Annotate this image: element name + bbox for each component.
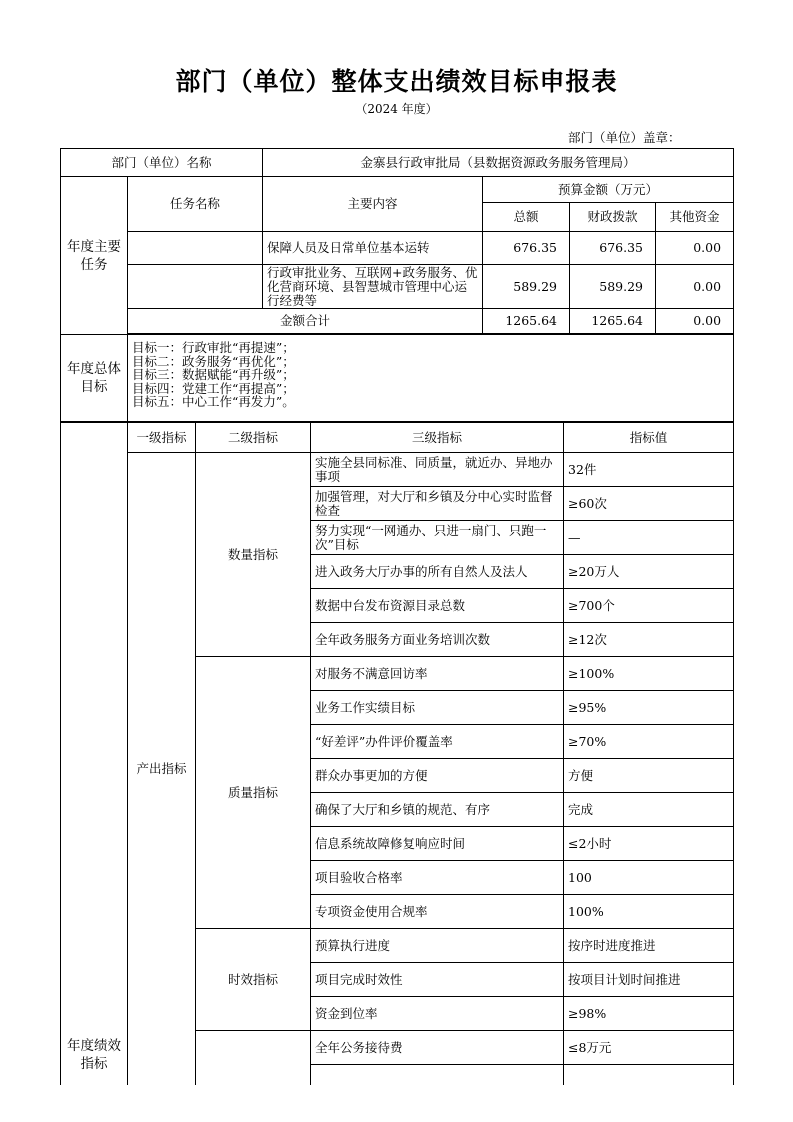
l2-timeliness-label: 时效指标 <box>196 929 311 1031</box>
task-name-header: 任务名称 <box>128 177 263 232</box>
l3-name: 努力实现“一网通办、只进一扇门、只跑一次”目标 <box>311 521 564 555</box>
seal-label: 部门（单位）盖章： <box>568 130 681 145</box>
dept-row <box>61 149 734 177</box>
goals-row <box>61 335 734 422</box>
l3-value: ≥20万人 <box>564 555 734 589</box>
l2-header: 二级指标 <box>196 423 311 453</box>
goal-item: 目标五：中心工作“再发力”。 <box>132 394 295 410</box>
l2-cost-label <box>196 1031 311 1085</box>
l3-value: 完成 <box>564 793 734 827</box>
l3-name: 对服务不满意回访率 <box>311 657 564 691</box>
l3-name: 预算执行进度 <box>311 929 564 963</box>
task-other: 0.00 <box>656 265 734 309</box>
task-row <box>61 265 734 309</box>
task-total: 589.29 <box>483 265 570 309</box>
tasks-section-label: 年度主要任务 <box>61 177 128 335</box>
task-other: 0.00 <box>656 232 734 265</box>
goal-item: 目标三：数据赋能“再升级”； <box>132 367 295 383</box>
task-header-row <box>61 177 734 203</box>
l3-value: 按项目计划时间推进 <box>564 963 734 997</box>
l1-output-label: 产出指标 <box>128 453 196 1085</box>
sum-total: 1265.64 <box>483 309 570 334</box>
task-content-header: 主要内容 <box>263 177 483 232</box>
indicators-section-label: 年度绩效指标 <box>61 423 128 1085</box>
l3-name: 群众办事更加的方便 <box>311 759 564 793</box>
l3-name: 全年公务接待费 <box>311 1031 564 1065</box>
indicator-header-row <box>61 423 734 453</box>
l3-name: 进入政务大厅办事的所有自然人及法人 <box>311 555 564 589</box>
l3-name: 实施全县同标准、同质量，就近办、异地办事项 <box>311 453 564 487</box>
l3-name: 业务工作实绩目标 <box>311 691 564 725</box>
l2-quality-label: 质量指标 <box>196 657 311 929</box>
l3-value: 按序时进度推进 <box>564 929 734 963</box>
task-name <box>128 232 263 265</box>
other-header: 其他资金 <box>656 203 734 232</box>
task-content: 行政审批业务、互联网+政务服务、优化营商环境、县智慧城市管理中心运行经费等 <box>263 265 483 309</box>
l2-quantity-label: 数量指标 <box>196 453 311 657</box>
l3-value: 100 <box>564 861 734 895</box>
fiscal-header: 财政拨款 <box>570 203 656 232</box>
dept-label: 部门（单位）名称 <box>61 149 263 177</box>
l3-name: 信息系统故障修复响应时间 <box>311 827 564 861</box>
sum-row <box>61 309 734 334</box>
budget-table <box>60 148 734 422</box>
l3-value: ≥100% <box>564 657 734 691</box>
l3-value: ≥70% <box>564 725 734 759</box>
l3-name: 全年政务服务方面业务培训次数 <box>311 623 564 657</box>
form-year: （2024 年度） <box>355 102 438 116</box>
l3-value: ≤2小时 <box>564 827 734 861</box>
value-header: 指标值 <box>564 423 734 453</box>
l3-name: 项目完成时效性 <box>311 963 564 997</box>
goals-section-label: 年度总体目标 <box>61 335 128 422</box>
task-content: 保障人员及日常单位基本运转 <box>263 232 483 265</box>
l3-name: 加强管理，对大厅和乡镇及分中心实时监督检查 <box>311 487 564 521</box>
l3-value: ≥700个 <box>564 589 734 623</box>
l3-name: 专项资金使用合规率 <box>311 895 564 929</box>
sum-fiscal: 1265.64 <box>570 309 656 334</box>
l3-value: ≥12次 <box>564 623 734 657</box>
task-row <box>61 232 734 265</box>
l3-value: ≥98% <box>564 997 734 1031</box>
goal-item: 目标二：政务服务“再优化”； <box>132 353 295 369</box>
l3-name: 数据中台发布资源目录总数 <box>311 589 564 623</box>
goal-item: 目标四：党建工作“再提高”； <box>132 380 295 396</box>
l3-value: 100% <box>564 895 734 929</box>
task-fiscal: 589.29 <box>570 265 656 309</box>
l3-value: ≤8万元 <box>564 1031 734 1065</box>
l3-name: 确保了大厅和乡镇的规范、有序 <box>311 793 564 827</box>
l3-value: ≥95% <box>564 691 734 725</box>
l3-header: 三级指标 <box>311 423 564 453</box>
dept-value: 金寨县行政审批局（县数据资源政务服务管理局） <box>263 149 734 177</box>
l3-name: “好差评”办件评价覆盖率 <box>311 725 564 759</box>
l3-name: 资金到位率 <box>311 997 564 1031</box>
budget-amount-header: 预算金额（万元） <box>483 177 734 203</box>
sum-label: 金额合计 <box>128 309 483 334</box>
sum-other: 0.00 <box>656 309 734 334</box>
task-total: 676.35 <box>483 232 570 265</box>
l3-value: 方便 <box>564 759 734 793</box>
form-title: 部门（单位）整体支出绩效目标申报表 <box>175 67 618 96</box>
l3-value: — <box>564 521 734 555</box>
task-fiscal: 676.35 <box>570 232 656 265</box>
task-name <box>128 265 263 309</box>
l3-value: 32件 <box>564 453 734 487</box>
indicator-table <box>60 422 734 1085</box>
l3-name: 项目验收合格率 <box>311 861 564 895</box>
l1-header: 一级指标 <box>128 423 196 453</box>
goal-item: 目标一：行政审批“再提速”； <box>132 340 295 355</box>
goals-list <box>128 335 734 422</box>
indicator-row <box>61 453 734 487</box>
l3-value: ≥60次 <box>564 487 734 521</box>
total-header: 总额 <box>483 203 570 232</box>
